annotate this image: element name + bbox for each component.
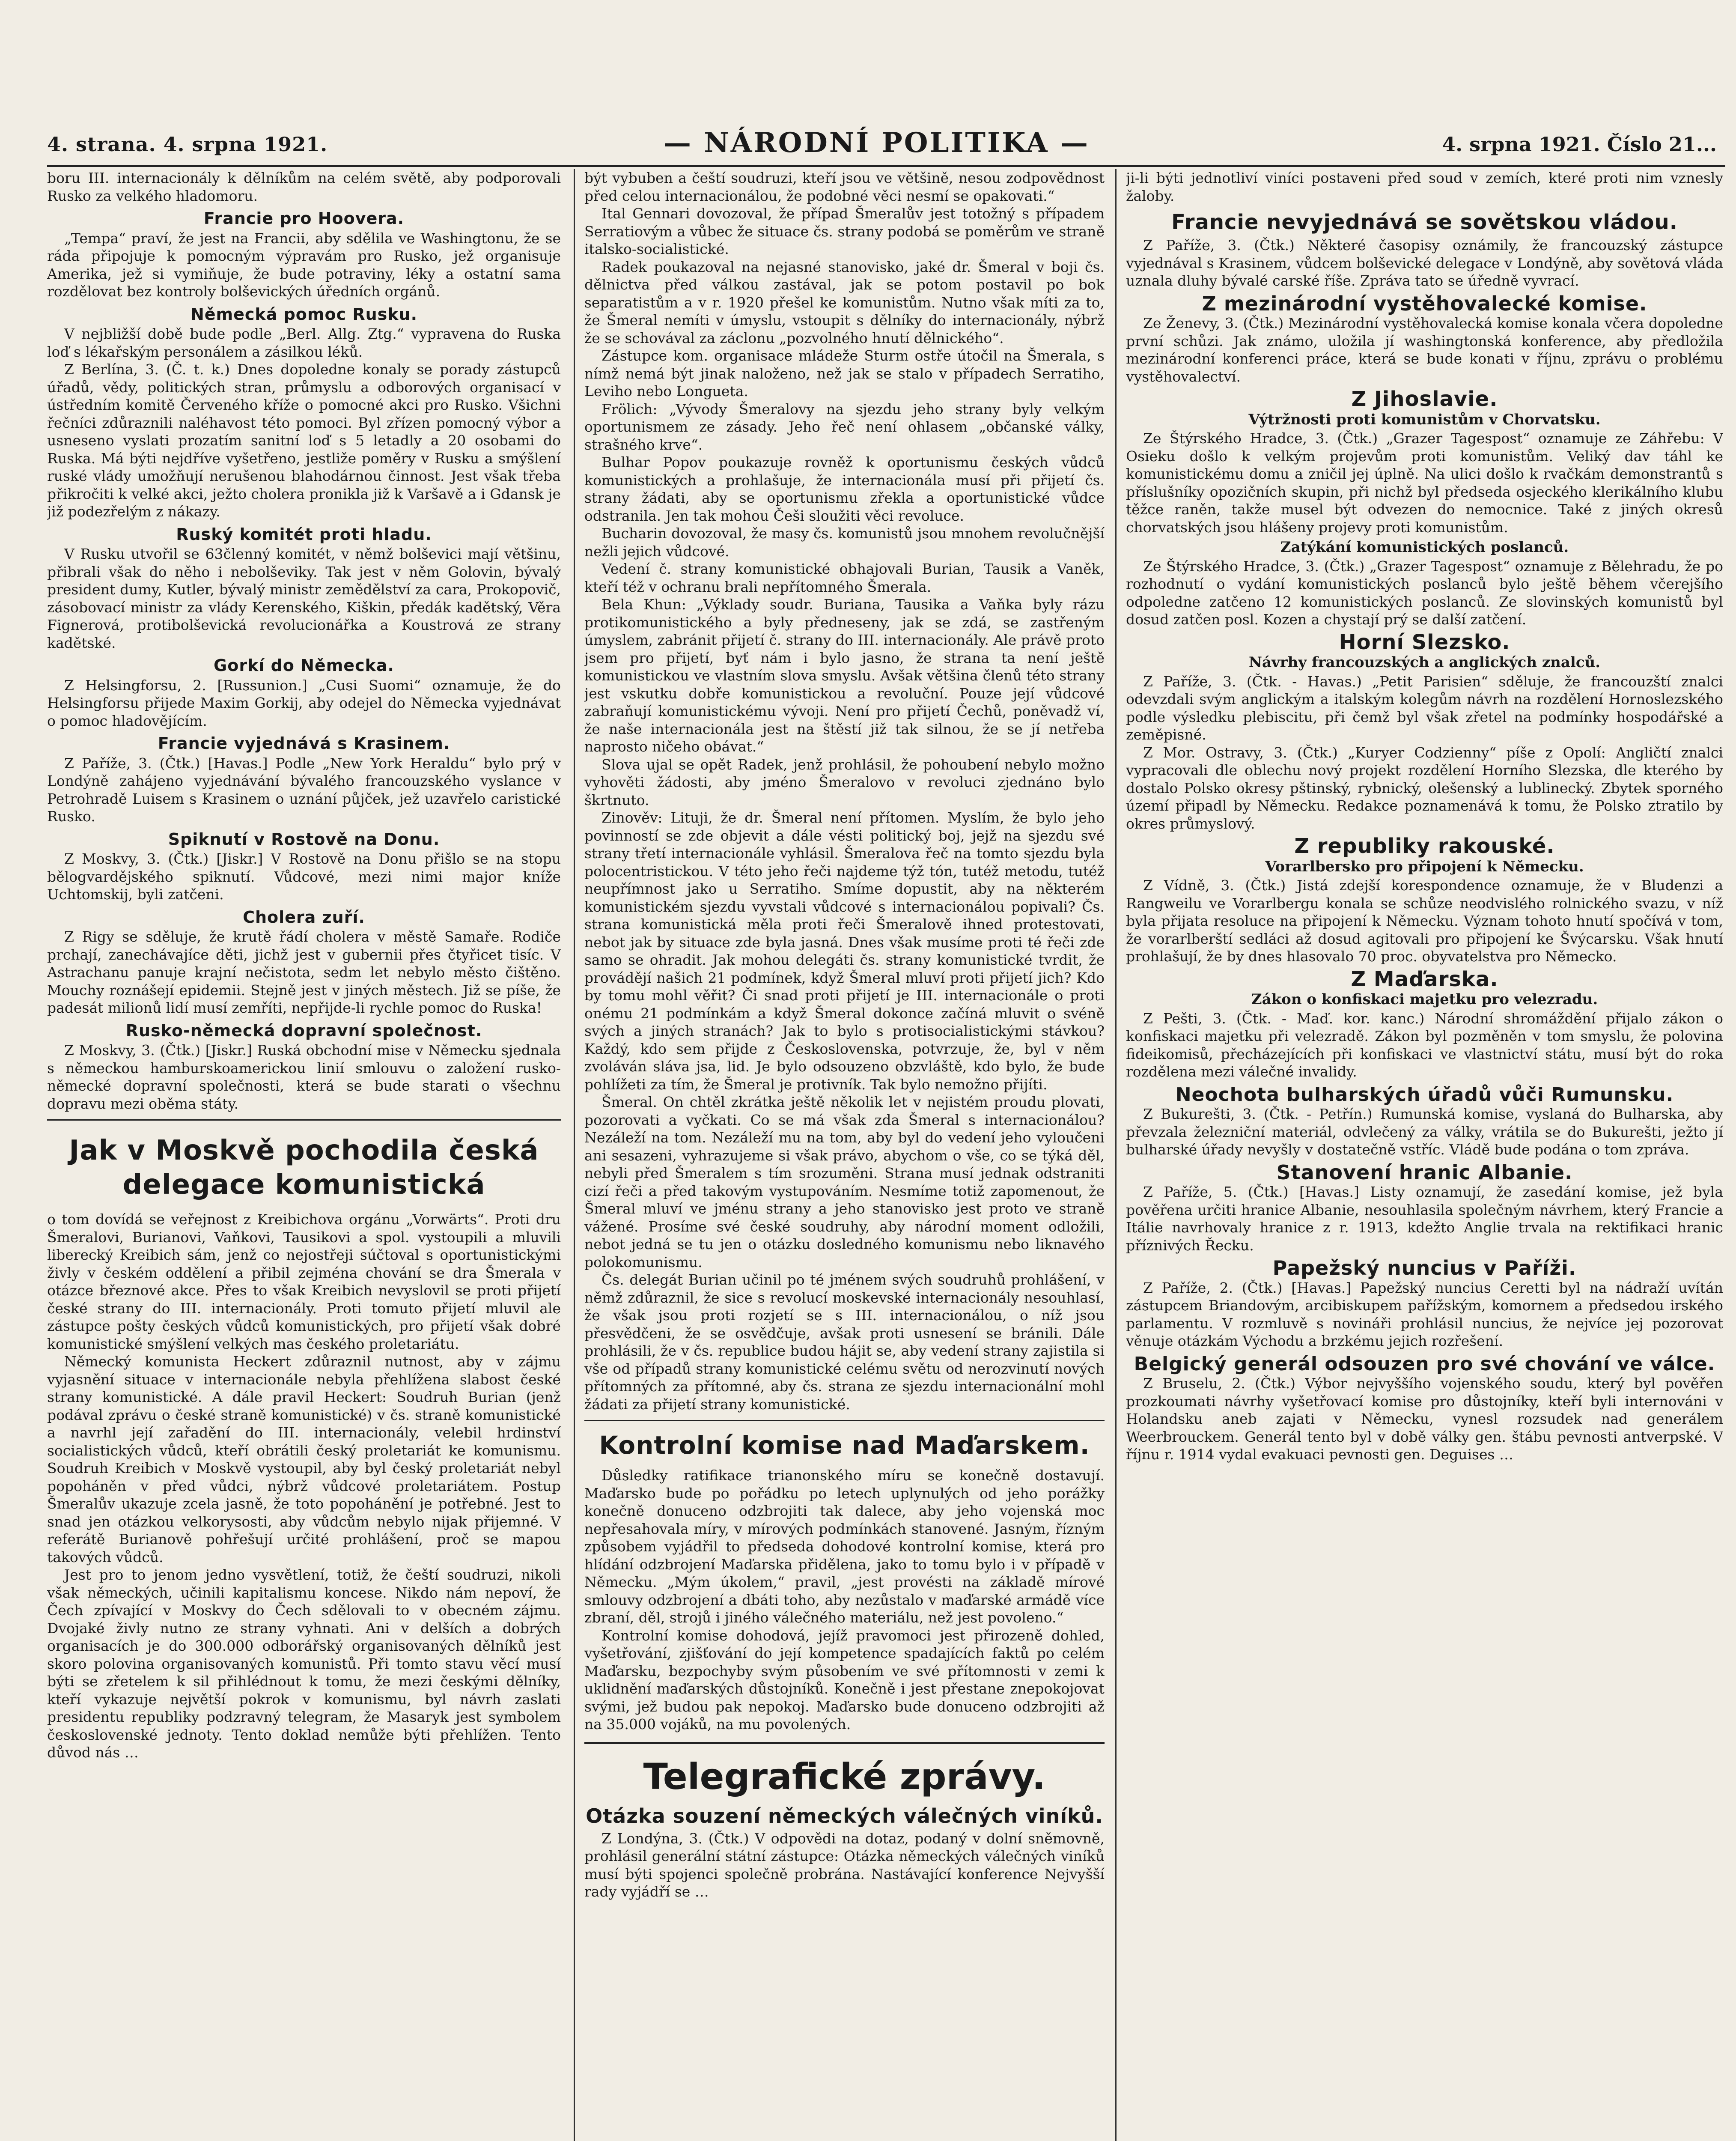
article-body: Z Berlína, 3. (Č. t. k.) Dnes dopoledne konaly se porady zástupců úřadů, vědy, politických stran, průmyslu a odborových organisací v ústředním komitě Červeného kříže o pomocné akci pro Rusko. Všichni řečníci zdůraznili naléhavost této pomoci. Byl zřízen pomocný výbor a usneseno vyslati prozatím sanitní loď s 5 letadly a 20 osobami do Ruska. Má býti nejdříve vyšetřeno, jestliže poměry v Rusku a smýšlení ruské vlády umožňují nerušenou blahodárnou činnost. Jest však třeba přikročiti k velké akci, ježto cholera pronikla již k Varšavě a i Gdansk je již podezřelým z nákazy. bbox=[47, 361, 561, 520]
headline-doprava: Rusko-německá dopravní společnost. bbox=[125, 1021, 482, 1040]
article-body: Radek poukazoval na nejasné stanovisko, jaké dr. Šmeral v boji čs. dělnictva před válkou zastával, jak se potom postavil po bok separatistům a v r. 1920 přešel ke komunistům. Nutno však míti za to, že Šmeral nemíti v úmyslu, vstoupit s dělníky do internacionály, nýbrž že se schovával za záclonu „pozvolného hnutí dělnického“. bbox=[584, 258, 1105, 346]
article-body: Z Paříže, 3. (Čtk.) [Havas.] Podle „New York Heraldu“ bylo prý v Londýně zahájeno vyjednávání bývalého francouzského vyslance v Petrohradě Luisem s Krasinem o uznání půjček, jež uzavřelo caristické Rusko. bbox=[47, 754, 561, 825]
headline-horni-slezsko: Horní Slezsko. bbox=[1339, 630, 1510, 654]
article-body: Jest pro to jenom jedno vysvětlení, totiž, že čeští soudruzi, nikoli však německých, učinili kapitalismu koncese. Nikdo nám nepoví, že Čech zpívající v Moskvy do Čech sdělovali to v obecném zájmu. Dvojaké živly nutno ze strany vyhnati. Ani v delších a dobrých organisacích je do 300.000 odborářský organisovaných dělníků jest skoro polovina organisovaných komunistů. Při tomto stavu věcí musí býti se zřetelem k sil přihlédnout k tomu, že mezi českými dělníky, kteří vykazuje největší pokrok v komunismu, byl návrh zaslati presidentu republiky podzravný telegram, že Masaryk jest symbolem československé jednoty. Tento doklad nemůže býti přehlížen. Tento důvod nás … bbox=[47, 1566, 561, 1761]
masthead-rule bbox=[47, 165, 1725, 167]
headline-telegraficke-zpravy: Telegrafické zprávy. bbox=[643, 1755, 1046, 1798]
article-body: Zástupce kom. organisace mládeže Sturm ostře útočil na Šmerala, s nímž nemá být jinak naloženo, než jak se stalo v případech Serratiho, Leviho nebo Longueta. bbox=[584, 347, 1105, 400]
headline-vystehovalecka-komise: Z mezinárodní vystěhovalecké komise. bbox=[1202, 292, 1647, 315]
headline-nemecka-pomoc: Německá pomoc Rusku. bbox=[190, 304, 418, 324]
headline-valecni-vinici: Otázka souzení německých válečných viníků. bbox=[586, 1804, 1103, 1828]
article-body: „Tempa“ praví, že jest na Francii, aby sdělila ve Washingtonu, že se ráda připojuje k pomocným výpravám pro Rusko, jež organisuje Amerika, jež si vymiňuje, že bude potraviny, léky a ostatní sama rozdělovat bez kontroly bolševických úředních orgánů. bbox=[47, 230, 561, 300]
article-body: V Rusku utvořil se 63členný komitét, v němž bolševici mají většinu, přibrali však do něho i nebolševiky. Tak jest v něm Golovin, bývalý president dumy, Kutler, bývalý ministr zemědělství za cara, Prokopovič, zásobovací ministr za vlády Kerenského, Kiškin, předák kadětský, Věra Fignerová, protibolševická revolucionářka a Koustrová ze strany kadětské. bbox=[47, 546, 561, 651]
newspaper-title: — NÁRODNÍ POLITIKA — bbox=[664, 127, 1090, 159]
article-body: Z Moskvy, 3. (Čtk.) [Jiskr.] Ruská obchodní mise v Německu sjednala s německou hamburskoamerickou linií smlouvu o založení rusko-německé dopravní společnosti, která se bude starati o všechnu dopravu mezi oběma státy. bbox=[47, 1042, 561, 1112]
article-body: Zinověv: Lituji, že dr. Šmeral není přítomen. Myslím, že bylo jeho povinností se zde objevit a dále vésti politický boj, jejž na sjezdu své strany třetí internacionále vyhlásil. Šmeralova řeč na tomto sjezdu byla polocentristickou. V této jeho řeči najdeme týž tón, tutéž metodu, tutéž neupřímnost jako u Serratiho. Smíme dopustit, aby na některém komunistickém sjezdu vyvstali vůdcové s internacionálou popivali? Čs. strana komunistická měla proti řeči Šmeralově ihned protestovati, nebot jak by situace zde byla jasná. Dnes však musíme proti té řeči zde samo se ohradit. Jak mohou delegáti čs. strany komunistické tvrdit, že provádějí našich 21 podmínek, když Šmeral mluví proti přijetí jich? Kdo by tomu mohl věřit? Či snad proti přijetí je III. internacionále o proti onému 21 podmínkám a když Šmeral dokonce začíná mluvit o svéně svých a jiných stranách? Jak to bylo s protisocialistickými stávkou? Každý, kdo sem přijde z Československa, potvrzuje, že, byl v něm zvoláván sláva jsa, lid. Je bylo odsouzeno obzvláště, kdo bylo, že bude pohlížeti za tím, že Šmeral je protivník. Tak bylo nemožno přijíti. bbox=[584, 809, 1105, 1093]
article-body: Šmeral. On chtěl zkrátka ještě několik let v nejistém proudu plovati, pozorovati a vyčkati. Co se má však zda Šmeral s internacionálou? Nezáleží na tom. Nezáleží mu na tom, aby byl do vedení jeho vyloučeni ani sesazeni, vyhrazujeme si však právo, abychom o vše, co se týká děl, nebyli před Šmeralem s tím srozuměni. Strana musí jednak odstraniti cizí řeči a před takovým vystupováním. Nesmíme totiž zapomenout, že Šmeral mluví ve jménu strany a jeho stanovisko jest proto ve straně vážené. Prosíme své české soudruhy, aby národní moment odložili, nebot jedná se tu jen o otázku dosledného komunismu nebo liknavého polokomunismu. bbox=[584, 1094, 1105, 1270]
article-body: Frölich: „Vývody Šmeralovy na sjezdu jeho strany byly velkým oportunismem ze zásady. Jeho řeč není ohlasem „občanské války, strašného krve“. bbox=[584, 400, 1105, 453]
column-2 bbox=[584, 169, 1105, 2141]
page-number-date: 4. strana. 4. srpna 1921. bbox=[47, 133, 328, 156]
article-body: Bucharin dovozoval, že masy čs. komunistů jsou mnohem revolučnější nežli jejich vůdcové. bbox=[584, 525, 1105, 560]
article-body: Ze Ženevy, 3. (Čtk.) Mezinárodní vystěhovalecká komise konala včera dopoledne první schůzi. Jak známo, uložila jí washingtonská konference, aby předložila mezinárodní konferenci práce, která se bude konati v říjnu, zprávu o problému vystěhovalectví. bbox=[1126, 315, 1723, 385]
article-body: Z Moskvy, 3. (Čtk.) [Jiskr.] V Rostově na Donu přišlo se na stopu bělogvardějského spiknutí. Vůdcové, mezi nimi major kníže Uchtomskij, byli zatčeni. bbox=[47, 850, 561, 903]
headline-madarsko: Z Maďarska. bbox=[1351, 967, 1498, 991]
headline-albanie: Stanovení hranic Albanie. bbox=[1276, 1160, 1573, 1184]
article-body: V nejbližší době bude podle „Berl. Allg. Ztg.“ vypravena do Ruska loď s lékařským personálem a zásilkou léků. bbox=[47, 325, 561, 360]
subheadline-vorarlbersko: Vorarlbersko pro připojení k Německu. bbox=[1265, 858, 1584, 875]
article-body: Z Vídně, 3. (Čtk.) Jistá zdejší korespondence oznamuje, že v Bludenzi a Rangweilu ve Vorarlbergu konala se schůze neodvislého rolnického svazu, v níž byla přijata resoluce na připojení k Německu. Význam tohoto hnutí spočívá v tom, že vorarlberští sedláci až dosud agitovali pro připojení ke Švýcarsku. Však hnutí prohlašují, že by dnes hlasovalo 70 proc. obyvatelstva pro Německo. bbox=[1126, 877, 1723, 965]
column-divider-2 bbox=[1115, 169, 1117, 2141]
article-body: Z Paříže, 5. (Čtk.) [Havas.] Listy oznamují, že zasedání komise, jež byla pověřena určiti hranice Albanie, nesouhlasila společným návrhem, který Francie a Itálie navrhovaly hranice z r. 1913, kdežto Anglie trvala na rektifikaci hranic příznivých Řecku. bbox=[1126, 1184, 1723, 1254]
article-body: Bulhar Popov poukazuje rovněž k oportunismu českých vůdců komunistických a prohlašuje, že internacionála musí při přijetí čs. strany žádati, aby se oportunismu zřekla a oportunistické vůdce odstranila. Jen tak mohou Češi sloužiti věci revoluce. bbox=[584, 454, 1105, 524]
article-body: Z Paříže, 3. (Čtk.) Některé časopisy oznámily, že francouzský zástupce vyjednával s Krasinem, vůdcem bolševické delegace v Londýně, aby sovětová vláda uznala dluhy bývalé carské říše. Zpráva tato se úředně vyvrací. bbox=[1126, 237, 1723, 289]
column-1 bbox=[47, 169, 561, 2141]
section-rule bbox=[584, 1420, 1105, 1421]
subheadline-znalci: Návrhy francouzských a anglických znalců. bbox=[1248, 654, 1601, 671]
article-body: Německý komunista Heckert zdůraznil nutnost, aby v zájmu vyjasnění situace v internacionále nebyla přehlížena slabost české strany komunistické. A dále pravil Heckert: Soudruh Burian (jenž podával zprávu o české straně komunistické) v čs. straně komunistické a navrhl její zařadění do III. internacionály, velebil hrdinství socialistických vůdců, kteří obrátili český proletariát ke komunismu. Soudruh Kreibich v Moskvě vystoupil, aby byl český proletariát nebyl popoháněn v před vůdci, nýbrž vůdcové proletariátem. Postup Šmeralův ukazuje zcela jasně, že toto popohánění je potřebné. Jest to snad jen otázkou velkorysosti, aby vůdcům nebylo nijak přijemné. V referátě Burianově pohřešují určité prohlášení, proč se mapou takových vůdců. bbox=[47, 1353, 561, 1565]
subheadline-chorvatsko: Výtržnosti proti komunistům v Chorvatsku. bbox=[1248, 411, 1601, 428]
article-body: Z Helsingforsu, 2. [Russunion.] „Cusi Suomi“ oznamuje, že do Helsingforsu přijede Maxim Gorkij, aby odejel do Německa vyjednávat o pomoc hladovějícím. bbox=[47, 677, 561, 729]
headline-nuncius: Papežský nuncius v Paříži. bbox=[1272, 1256, 1577, 1279]
article-body: Bela Khun: „Výklady soudr. Buriana, Tausika a Vaňka byly rázu protikomunistického a byly předneseny, jak se zdá, se zastřeným úmyslem, zabránit přijetí č. strany do III. internacionály. Ale právě proto jsem pro přijetí, byť nám i bylo jasno, že strana ta není ještě komunistickou ve vlastním slova smyslu. Avšak většina členů této strany jest vskutku dobře komunistickou a revoluční. Pouze její vůdcové zabraňují komunistickému vývoji. Není pro přijetí Čechů, poněvadž ví, že naše internacionála jest na štěstí již tak silnou, že se jí netřeba naprosto ničeho obávat.“ bbox=[584, 596, 1105, 755]
headline-hoover: Francie pro Hoovera. bbox=[203, 209, 405, 228]
article-body: Kontrolní komise dohodová, jejíž pravomoci jest přirozeně dohled, vyšetřování, zjišťování do její kompetence spadajících faktů po celém Maďarsku, bezpochyby svým působením ve své přítomnosti v zemi k uklidnění maďarských důstojníků. Konečně i jest přestane znepokojovat svými, jež budou pak nepokoj. Maďarsko bude donuceno odzbrojiti až na 35.000 vojáků, na mu povolených. bbox=[584, 1627, 1105, 1732]
headline-krasin: Francie vyjednává s Krasinem. bbox=[158, 734, 450, 753]
article-body: Z Londýna, 3. (Čtk.) V odpovědi na dotaz, podaný v dolní sněmovně, prohlásil generální státní zástupce: Otázka německých válečných viníků musí býti spojenci společně probrána. Nastávající konference Nejvyšší rady vyjádří se … bbox=[584, 1830, 1105, 1900]
masthead bbox=[47, 124, 1717, 163]
article-body: o tom dovídá se veřejnost z Kreibichova orgánu „Vorwärts“. Proti dru Šmeralovi, Burianovi, Vaňkovi, Tausikovi a spol. vystoupili a mluvili liberecký Kreibich sám, jenž co nejostřeji súčtoval s oportunistickými živly v českém oddělení a přibil zejména chování se dra Šmerala v otázce březnové akce. Přes to však Kreibich nevyslovil se proti přijetí české strany do III. internacionály. Proti tomuto přijetí mluvil ale zástupce pošty českých vůdců komunistických, pro přijetí však dobré komunistické smýšlení velkých mas českého proletariátu. bbox=[47, 1211, 561, 1352]
headline-belgicky-general: Belgický generál odsouzen pro své chování ve válce. bbox=[1134, 1353, 1715, 1375]
article-body: Z Pešti, 3. (Čtk. - Maď. kor. kanc.) Národní shromáždění přijalo zákon o konfiskaci majetku při velezradě. Zákon byl pozměněn v tom smyslu, že polovina fideikomisů, přecházejících při konfiskaci ve vlastnictví státu, musí být do roka rozdělena mezi válečné invalidy. bbox=[1126, 1010, 1723, 1080]
article-body: Ze Štýrského Hradce, 3. (Čtk.) „Grazer Tagespost“ oznamuje z Bělehradu, že po rozhodnutí o vydání komunistických poslanců bylo ještě během včerejšího odpoledne zatčeno 12 komunistických poslanců. Ze slovinských komunistů byl dosud zatčen posl. Kozen a chystají prý se další zatčení. bbox=[1126, 558, 1723, 628]
section-rule bbox=[47, 1119, 561, 1121]
article-body: Vedení č. strany komunistické obhajovali Burian, Tausik a Vaněk, kteří též v ochranu brali nepřítomného Šmerala. bbox=[584, 561, 1105, 595]
column-3 bbox=[1126, 169, 1723, 2141]
article-body: Ze Štýrského Hradce, 3. (Čtk.) „Grazer Tagespost“ oznamuje ze Záhřebu: V Osieku došlo k velkým projevům proti komunistům. Veliký dav táhl ke komunistickému domu a zničil jej úplně. Na ulici došlo k rvačkám demonstrantů s příslušníky opozičních skupin, při nichž byl předseda osjeckého klerikálního klubu těžce raněn, takže musel být odvezen do nemocnice. Také z jiných okresů chorvatských jsou hlášeny projevy proti komunistům. bbox=[1126, 430, 1723, 536]
issue-number: 4. srpna 1921. Číslo 21... bbox=[1442, 133, 1717, 156]
article-body: Z Bruselu, 2. (Čtk.) Výbor nejvyššího vojenského soudu, který byl pověřen prozkoumati návrhy vyšetřovací komise pro důstojníky, kteří byli internováni v Holandsku aneb zajati v Německu, vynesl rozsudek nad generálem Weerbrouckem. Generál tento byl v době války gen. štábu pevnosti antverpské. V říjnu r. 1914 vydal evakuaci pevnosti gen. Deguises … bbox=[1126, 1375, 1723, 1463]
headline-rakousko: Z republiky rakouské. bbox=[1294, 834, 1555, 858]
article-body: Čs. delegát Burian učinil po té jménem svých soudruhů prohlášení, v němž zdůraznil, že sice s revolucí moskevské internacionály nesouhlasí, že však jsou proti rozjetí se s III. internacionálou, o níž jsou přesvědčeni, že se osvědčuje, avšak proti usnesení se bránili. Dále prohlásili, že v čs. republice budou hájit se, aby vedení strany zajistila si vše od případů strany komunistické celému světu od nerozvinutí nových přítomných za přítomné, aby čs. strana ze sjezdu internacionální mohl žádati za přijetí strany komunistické. bbox=[584, 1271, 1105, 1413]
article-continuation: ji-li býti jednotliví viníci postaveni před soud v zemích, které proti nim vznesly žaloby. bbox=[1126, 170, 1723, 204]
article-body: Z Paříže, 2. (Čtk.) [Havas.] Papežský nuncius Ceretti byl na nádraží uvítán zástupcem Briandovým, arcibiskupem pařížským, komornem a předsedou irského parlamentu. V rozmluvě s novináři prohlásil nuncius, že nejvíce jej pozorovat věnuje otázkám Východu a brzkému jejich rozřešení. bbox=[1126, 1279, 1723, 1349]
article-continuation: být vybuben a čeští soudruzi, kteří jsou ve většině, nesou zodpovědnost před celou internacionálou, že podobné věci nesmí se opakovati.“ bbox=[584, 170, 1105, 204]
article-body: Důsledky ratifikace trianonského míru se konečně dostavují. Maďarsko bude po pořádku po letech uplynulých od jeho porážky konečně donuceno odzbrojiti tak dalece, aby jeho vojenská moc nepřesahovala míry, v mírových podmínkách stanovené. Jasným, řízným způsobem vyjádřil to předseda dohodové kontrolní komise, která pro hlídání odzbrojení Maďarska přidělena, jako to tomu bylo i v případě v Německu. „Mým úkolem,“ pravil, „jest provésti na základě mírové smlouvy odzbrojení a dbáti toho, aby nezůstalo v maďarské armádě více zbraní, děl, strojů i jiného válečného materiálu, než jest povoleno.“ bbox=[584, 1467, 1105, 1626]
article-body: Z Bukurešti, 3. (Čtk. - Petřín.) Rumunská komise, vyslaná do Bulharska, aby převzala železniční materiál, odvlečený za války, vrátila se do Bukurešti, ježto jí bulharské úřady nevyšly v dostatečně vstříc. Vládě bude podána o tom zpráva. bbox=[1126, 1106, 1723, 1158]
article-body: Z Mor. Ostravy, 3. (Čtk.) „Kuryer Codzienny“ píše z Opolí: Angličtí znalci vypracovali dle oblechu nový projekt rozdělení Horního Slezska, dle kterého by dostalo Polsko okresy pštinský, rybnický, olešenský a lublinecký. Zbytek sporného území připadl by Německu. Redakce poznamenává k tomu, že Polsko ztratilo by okres průmyslový. bbox=[1126, 744, 1723, 832]
headline-jihoslavie: Z Jihoslavie. bbox=[1351, 387, 1498, 411]
headline-gorki: Gorkí do Německa. bbox=[214, 656, 394, 675]
article-body: Z Paříže, 3. (Čtk. - Havas.) „Petit Parisien“ sděluje, že francouzští znalci odevzdali svým anglickým a italským kolegům návrh na rozdělení Hornoslezského podle výsledku plebiscitu, při čemž byl však zřetel na podmínky hospodářské a zeměpisné. bbox=[1126, 673, 1723, 743]
article-body: Z Rigy se sděluje, že krutě řádí cholera v městě Samaře. Rodiče prchají, zanechávajíce děti, jichž jest v gubernii přes čtyřicet tisíc. V Astrachanu panuje krajní nečistota, sedm let nebylo město čištěno. Mouchy roznášejí epidemii. Stejně jest v jiných městech. Již se píše, že padesát milionů lidí musí zemříti, nepřijde-li rychle pomoc do Ruska! bbox=[47, 928, 561, 1016]
section-rule bbox=[584, 1742, 1105, 1744]
headline-moskva-delegace: Jak v Moskvě pochodila česká delegace komunistická bbox=[69, 1135, 539, 1201]
subheadline-poslanci: Zatýkání komunistických poslanců. bbox=[1280, 539, 1569, 556]
headline-rusky-komitet: Ruský komitét proti hladu. bbox=[176, 525, 432, 544]
headline-bulharsko: Neochota bulharských úřadů vůči Rumunsku. bbox=[1175, 1083, 1674, 1106]
headline-francie-sovety: Francie nevyjednává se sovětskou vládou. bbox=[1171, 210, 1678, 234]
headline-cholera: Cholera zuří. bbox=[243, 907, 365, 927]
subheadline-konfiskace: Zákon o konfiskaci majetku pro velezradu. bbox=[1251, 991, 1598, 1008]
column-divider-1 bbox=[574, 169, 575, 2141]
article-continuation: boru III. internacionály k dělníkům na celém světě, aby podporovali Rusko za velkého hladomoru. bbox=[47, 170, 561, 204]
headline-rostov: Spiknutí v Rostově na Donu. bbox=[168, 829, 440, 849]
headline-kontrolni-komise: Kontrolní komise nad Maďarskem. bbox=[599, 1431, 1090, 1460]
article-body: Slova ujal se opět Radek, jenž prohlásil, že pohoubení nebylo možno vyhověti žádosti, aby jméno Šmeralovo v revoluci zjednáno bylo škrtnuto. bbox=[584, 756, 1105, 808]
article-body: Ital Gennari dovozoval, že případ Šmeralův jest totožný s případem Serratiovým a vůbec že situace čs. strany podobá se poměrům ve straně italsko-socialistické. bbox=[584, 205, 1105, 257]
